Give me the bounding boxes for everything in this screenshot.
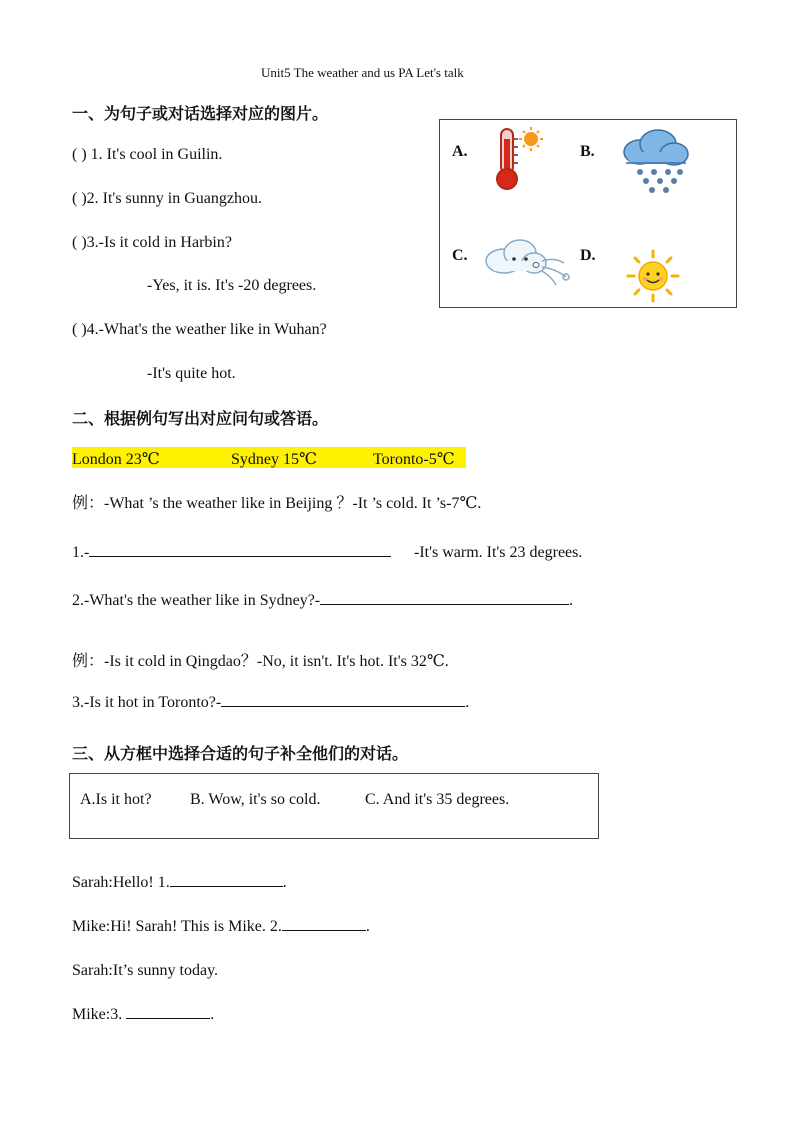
question-2-2 — [72, 592, 573, 610]
question-2-3 — [72, 694, 469, 712]
picture-label-b: B. — [580, 143, 595, 160]
answer-blank[interactable] — [126, 1017, 210, 1019]
answer-blank[interactable] — [221, 705, 465, 707]
answer-paren[interactable]: ( ) — [72, 321, 87, 338]
thermometer-hot-icon — [495, 125, 545, 191]
dialogue-text: Sarah:Hello! 1. — [72, 874, 170, 891]
question-2 — [72, 190, 262, 208]
options-box — [69, 773, 599, 839]
question-prefix: 2.-What's the weather like in Sydney?- — [72, 592, 321, 609]
period: . — [465, 694, 470, 711]
period: . — [365, 918, 370, 935]
dialogue-line-2 — [72, 918, 370, 936]
example-2: 例：-Is it cold in Qingdao？-No, it isn't. It's hot. It's 32℃. — [72, 653, 449, 670]
picture-box — [439, 119, 737, 308]
dialogue-text: Sarah:It’s sunny today. — [72, 962, 219, 979]
question-3 — [72, 234, 232, 252]
answer-blank[interactable] — [282, 929, 366, 931]
question-4-answer: -It's quite hot. — [147, 365, 236, 382]
period: . — [210, 1006, 215, 1023]
section-2-heading: 二、根据例句写出对应问句或答语。 — [72, 409, 329, 428]
picture-label-a: A. — [452, 143, 468, 160]
answer-blank[interactable] — [320, 603, 569, 605]
question-3-answer: -Yes, it is. It's -20 degrees. — [147, 277, 317, 294]
city-london: London 23℃ — [72, 451, 160, 468]
question-prefix: 1.- — [72, 544, 90, 561]
section-1-heading: 一、为句子或对话选择对应的图片。 — [72, 104, 329, 123]
city-sydney: Sydney 15℃ — [231, 451, 317, 468]
city-toronto: Toronto-5℃ — [373, 451, 455, 468]
page-title: Unit5 The weather and us PA Let's talk — [261, 65, 464, 80]
option-c: C. And it's 35 degrees. — [365, 791, 510, 808]
answer-blank[interactable] — [89, 555, 391, 557]
picture-label-c: C. — [452, 247, 468, 264]
question-2-1 — [72, 544, 391, 562]
period: . — [569, 592, 574, 609]
question-4 — [72, 321, 327, 339]
option-b: B. Wow, it's so cold. — [190, 791, 321, 808]
dialogue-text: Mike:Hi! Sarah! This is Mike. 2. — [72, 918, 282, 935]
question-text: 2. It's sunny in Guangzhou. — [86, 190, 262, 207]
answer-blank[interactable] — [170, 885, 283, 887]
question-2-1-answer: -It's warm. It's 23 degrees. — [414, 544, 583, 561]
dialogue-line-1 — [72, 874, 287, 892]
windy-cloud-icon — [482, 233, 574, 293]
question-prefix: 3.-Is it hot in Toronto?- — [72, 694, 222, 711]
smiling-sun-icon — [626, 249, 680, 303]
answer-paren[interactable]: ( ) — [72, 190, 87, 207]
snow-cloud-icon — [618, 126, 692, 196]
city-temperature-bar — [72, 447, 466, 468]
answer-paren[interactable]: ( ) — [72, 146, 87, 163]
question-text: 4.-What's the weather like in Wuhan? — [86, 321, 327, 338]
answer-paren[interactable]: ( ) — [72, 234, 87, 251]
dialogue-line-4 — [72, 1006, 214, 1024]
question-text: 3.-Is it cold in Harbin? — [86, 234, 232, 251]
section-3-heading: 三、从方框中选择合适的句子补全他们的对话。 — [72, 744, 409, 763]
dialogue-line-3 — [72, 962, 218, 980]
question-text: 1. It's cool in Guilin. — [86, 146, 223, 163]
question-1 — [72, 146, 222, 164]
picture-label-d: D. — [580, 247, 596, 264]
dialogue-text: Mike:3. — [72, 1006, 127, 1023]
period: . — [282, 874, 287, 891]
option-a: A.Is it hot? — [80, 791, 152, 808]
example-1: 例：-What ’s the weather like in Beijing ？-It ’s cold. It ’s-7℃. — [72, 495, 482, 512]
